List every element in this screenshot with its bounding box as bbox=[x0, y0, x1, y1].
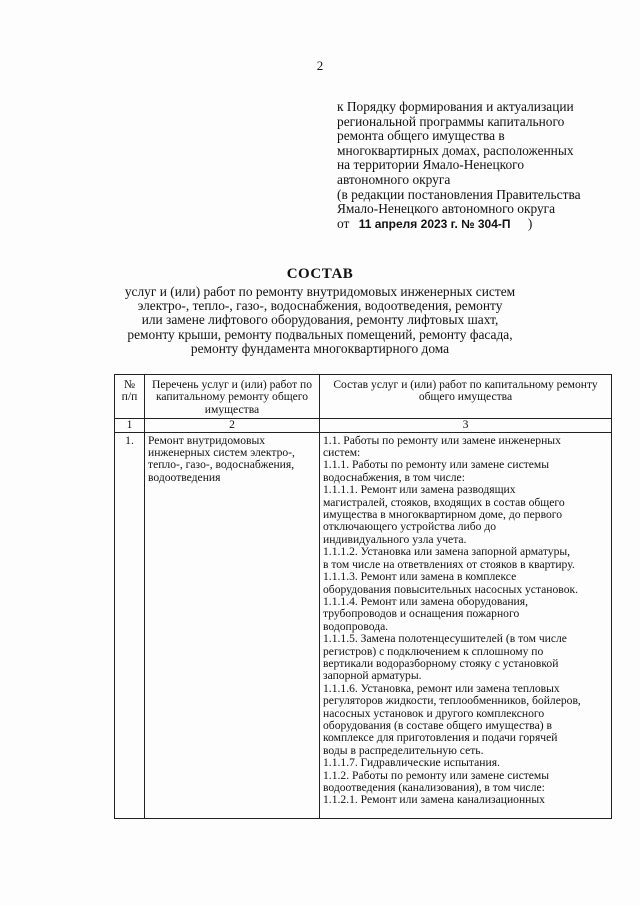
content-line: водоснабжения, в том числе: bbox=[323, 470, 465, 484]
content-line: отключающего устройства либо до bbox=[323, 520, 497, 534]
content-line: оборудования (в составе общего имущества) в bbox=[323, 718, 552, 732]
content-line: запорной арматуры. bbox=[323, 669, 422, 683]
content-line: 1.1.1.7. Гидравлические испытания. bbox=[323, 756, 500, 770]
content-line: 1.1.1.4. Ремонт или замена оборудования, bbox=[323, 594, 528, 608]
document-title: СОСТАВ bbox=[286, 266, 354, 282]
content-line: регистров) с подключением к сплошному по bbox=[323, 644, 544, 658]
appendix-note bbox=[337, 100, 627, 231]
appendix-line: Ямало-Ненецкого автономного округа bbox=[337, 201, 556, 217]
content-line: 1.1.1. Работы по ремонту или замене системы bbox=[323, 458, 550, 472]
row-content bbox=[320, 432, 612, 818]
content-line: водопровода. bbox=[323, 619, 389, 633]
content-line: 1.1.1.1. Ремонт или замена разводящих bbox=[323, 483, 516, 497]
decree-prefix: от bbox=[337, 215, 350, 231]
decree-reference bbox=[337, 217, 627, 232]
decree-number: 11 апреля 2023 г. № 304-П bbox=[358, 216, 511, 231]
header-number: № п/п bbox=[115, 375, 145, 419]
subtitle-line: ремонту фундамента многоквартирного дома bbox=[190, 340, 450, 356]
page-number: 2 bbox=[316, 58, 324, 73]
appendix-line: региональной программы капитального bbox=[337, 113, 565, 129]
content-line: 1.1.1.5. Замена полотенцесушителей (в том числе bbox=[323, 632, 567, 646]
content-line: имущества в многоквартирном доме, до первого bbox=[323, 508, 563, 522]
appendix-line: к Порядку формирования и актуализации bbox=[337, 99, 574, 114]
content-line: 1.1.2.1. Ремонт или замена канализационных bbox=[323, 793, 545, 807]
services-table bbox=[114, 374, 612, 819]
appendix-line: автономного округа bbox=[337, 171, 451, 187]
column-number: 2 bbox=[145, 419, 320, 432]
content-line: 1.1.2. Работы по ремонту или замене системы bbox=[323, 768, 550, 782]
content-line: трубопроводов и оснащения пожарного bbox=[323, 607, 520, 621]
column-number: 3 bbox=[320, 419, 612, 432]
content-line: комплексе для приготовления и подачи горячей bbox=[323, 731, 558, 745]
content-line: индивидуального узла учета. bbox=[323, 532, 467, 546]
table-row bbox=[115, 432, 612, 818]
content-line: 1.1. Работы по ремонту или замене инженерных bbox=[323, 433, 561, 447]
content-line: насосных установок и другого комплексного bbox=[323, 706, 545, 720]
table-header-row bbox=[115, 375, 612, 419]
header-service-content: Состав услуг и (или) работ по капитальному ремонту общего имущества bbox=[320, 375, 612, 419]
content-line: магистралей, стояков, входящих в состав общего bbox=[323, 495, 565, 509]
content-line: систем: bbox=[323, 446, 361, 460]
subtitle-line: электро-, тепло-, газо-, водоснабжения, водоотведения, ремонту bbox=[137, 298, 503, 314]
subtitle-line: услуг и (или) работ по ремонту внутридомовых инженерных систем bbox=[124, 284, 516, 299]
appendix-line: на территории Ямало-Ненецкого bbox=[337, 157, 525, 173]
appendix-line: ремонта общего имущества в bbox=[337, 128, 505, 144]
row-number: 1. bbox=[115, 432, 145, 818]
content-line: оборудования повысительных насосных установок. bbox=[323, 582, 579, 596]
header-service-list: Перечень услуг и (или) работ по капитальному ремонту общего имущества bbox=[145, 375, 320, 419]
content-line: 1.1.1.2. Установка или замена запорной арматуры, bbox=[323, 545, 571, 559]
subtitle-line: или замене лифтового оборудования, ремонту лифтовых шахт, bbox=[141, 312, 499, 328]
content-line: вертикали водоразборному стояку с установкой bbox=[323, 656, 559, 670]
row-service: Ремонт внутридомовых инженерных систем электро-, тепло-, газо-, водоснабжения, водоотведения bbox=[145, 432, 320, 818]
content-lines bbox=[323, 435, 608, 807]
subtitle-line: ремонту крыши, ремонту подвальных помещений, ремонту фасада, bbox=[127, 326, 513, 342]
document-subtitle bbox=[0, 285, 640, 356]
content-line: 1.1.1.3. Ремонт или замена в комплексе bbox=[323, 570, 517, 584]
decree-suffix: ) bbox=[527, 215, 533, 231]
appendix-line: многоквартирных домах, расположенных bbox=[337, 142, 574, 158]
content-line: водоотведения (канализования), в том числе: bbox=[323, 781, 545, 794]
column-numbers-row bbox=[115, 419, 612, 432]
content-line: 1.1.1.6. Установка, ремонт или замена тепловых bbox=[323, 681, 560, 695]
appendix-line: (в редакции постановления Правительства bbox=[337, 186, 581, 202]
column-number: 1 bbox=[115, 419, 145, 432]
content-line: в том числе на ответвлениях от стояков в квартиру. bbox=[323, 557, 575, 571]
content-line: воды в распределительную сеть. bbox=[323, 743, 484, 757]
content-line: регуляторов жидкости, теплообменников, бойлеров, bbox=[323, 694, 581, 708]
